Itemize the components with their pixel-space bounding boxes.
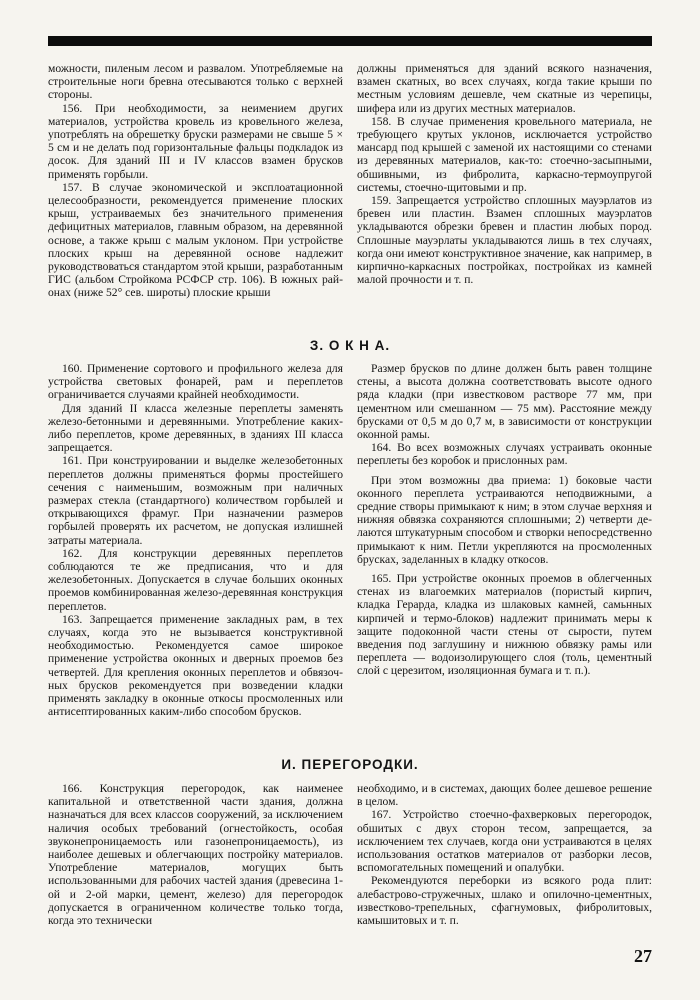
paragraph-159: 159. Запрещается устройство сплошных мауэрлатов из бревен или пластин. Взамен сплошных мауэрлатов укладываются обрезки бревен и пластин любых пород. Сплошные мауэрлаты укладываются лишь в тех случаях, когда они имеют конструктивное значение, как например, в кирпично-каркасных постройках, постройках из камней малой прочности и т. п.: [357, 194, 652, 287]
paragraph-167: 167. Устройство стоечно-фахверковых перегородок, обшитых с двух сторон тесом, запрещается, за исключением тех случаев, когда они устраиваются в целях использования остатков материалов от разборки лесов, вспомогательных помещений и опалубки.: [357, 808, 652, 875]
paragraph-162: 162. Для конструкции деревянных переплeтов соблюдаются те же предписания, что и для железобетонных. Допускается в случае больших оконных проемов комбинированная железо-деревянная конструкция переплетов.: [48, 546, 343, 613]
paragraph: необходимо, и в системах, дающих более дешевое решение в целом.: [357, 782, 652, 809]
heading-partitions: И. ПЕРЕГОРОДКИ.: [281, 757, 419, 772]
column-left: [48, 362, 343, 718]
paragraph-165: 165. При устройстве оконных проемов в облегченных стенах из влагоемких материалов (пористый кирпич, кладка Герарда, кладка из шлаковых камней, самьнных кирпичей и термо-блоков) надлежит принимать меры к защите подоконной части стены от сырости, путем введения под заглушину и нижнюю обвязку рамы или переплета — водоизолирующего слоя (толь, цементный слой с церезитом, изоляционная бумага и т. п.).: [357, 572, 652, 678]
paragraph: При этом возможны два приема: 1) боковые части оконного переплета устраиваются неподвижными, а средние створы примыкают к ним; в этом случае верхняя и нижняя обвязка сохраняются сплошными; 2) четверти делаются штукатурным способом и створки непосредственно примыкают к ним. Петли укрепляются на просмоленных брусках, заделанных в кладку откосов.: [357, 473, 652, 566]
column-right: [357, 782, 652, 927]
paragraph-158: 158. В случае применения кровельного материала, не требующего крутых уклонов, исключается устройство мансард под крышей с заменой их настоящими со стенами из деревянных материалов, как-то: стоечно-засыпными, обшивными, из фибролита, каркасно-термоупругой системы, стоечно-щитовыми и пр.: [357, 114, 652, 194]
column-left: [48, 62, 343, 300]
heading-windows: З. О К Н А.: [309, 338, 391, 353]
column-left: [48, 782, 343, 927]
paragraph: можности, пиленым лесом и развалом. Употребляемые на строительные ноги бревна отесываются только с верхней стороны.: [48, 62, 343, 102]
page-number: 27: [634, 946, 652, 966]
paragraph: должны применяться для зданий всякого назначения, взамен скатных, во всех случаях, когда такие крыши по местным условиям дешевле, чем скатные из черепицы, шифера или из других местных материалов.: [357, 62, 652, 115]
paragraph-160: 160. Применение сортового и профильного железа для устройства световых фонарей, рам и переплетов ограничивается случаями крайней необходимости.: [48, 362, 343, 402]
column-right: [357, 62, 652, 300]
paragraph: Для зданий II класса железные переплеты заменять железо-бетонными и деревянными. Употребление каких-либо переплетов, кроме деревянных, в зданиях III класса запрещается.: [48, 401, 343, 455]
section-partitions: [48, 782, 652, 927]
paragraph-157: 157. В случае экономической и эксплоатационной целесообразности, рекомендуется применение плоских крыш, устраиваемых без значительного применения дефицитных материалов, главным образом, на деревянной основе, а также крыш с малым уклоном. При устройстве плоских крыш на деревянной основе надлежит руководствоваться стандартом этой крыши, разработанным ГИС (альбом Стройкома РСФСР стр. 106). В южных районах (ниже 52° сев. широты) плоские крыши: [48, 180, 343, 300]
section-windows: [48, 362, 652, 718]
paragraph-163: 163. Запрещается применение закладных рам, в тех случаях, когда это не вызывается конструктивной необходимостью. Рекомендуется самое широкое применение устройства оконных и дверных проемов без четвертей. Для крепления оконных переплетов и обвязочных брусков рекомендуется при возведении кладки применять закладку в оконные откосы просмоленных или антисептированных каким-либо способом брусков.: [48, 612, 343, 719]
paragraph-161: 161. При конструировании и выделке железобетонных переплетов должны применяться формы простейшего сечения с наименьшим, возможным при наличных размерах стекла (стандартного) количеством горбылей и открывающихся фрамуг. При назначении размеров горбылей проверять их расчетом, не допуская излишней затраты материала.: [48, 454, 343, 547]
paragraph: Размер брусков по длине должен быть равен толщине стены, а высота должна соответствовать высоте одного ряда кладки (при известковом растворе 77 мм, при цементном или смешанном — 75 мм). Расстояние между брусками от 0,5 м до 0,7 м, в зависимости от конструкции оконной рамы.: [357, 362, 652, 442]
top-rule: [48, 36, 652, 46]
paragraph-166: 166. Конструкция перегородок, как наименее капитальной и ответственной части здания, должна назначаться для всех классов сооружений, за исключением наличия особых требований (огнестойкость, особая звуконепроницаемость или газонепроницаемость), из наиболее дешевых и облегчающих постройку материалов. Употребление материалов, могущих быть использованными для рабочих частей здания (древесина 1-ой и 2-ой марки, цемент, железо) для перегородок допускается в ограниченном количестве только тогда, когда это технически: [48, 782, 343, 928]
paragraph-156: 156. При необходимости, за неимением других материалов, устройства кровель из кровельного железа, употреблять на обрешетку бруски размерами не свыше 5 × 5 см и не делать под горизонтальные фальцы подкладок из досок. Для зданий III и IV классов взамен брусков применять горбыли.: [48, 101, 343, 181]
paragraph-164: 164. Во всех возможных случаях устраивать оконные переплеты без коробок и прислонных рам.: [357, 441, 652, 468]
section-roofs: [48, 62, 652, 300]
column-right: [357, 362, 652, 718]
paragraph: Рекомендуются переборки из всякого рода плит: алебастрово-стружечных, шлако и опилочно-цементных, известково-трепельных, сфагнумовых, фибролитовых, камышитовых и т. п.: [357, 874, 652, 928]
